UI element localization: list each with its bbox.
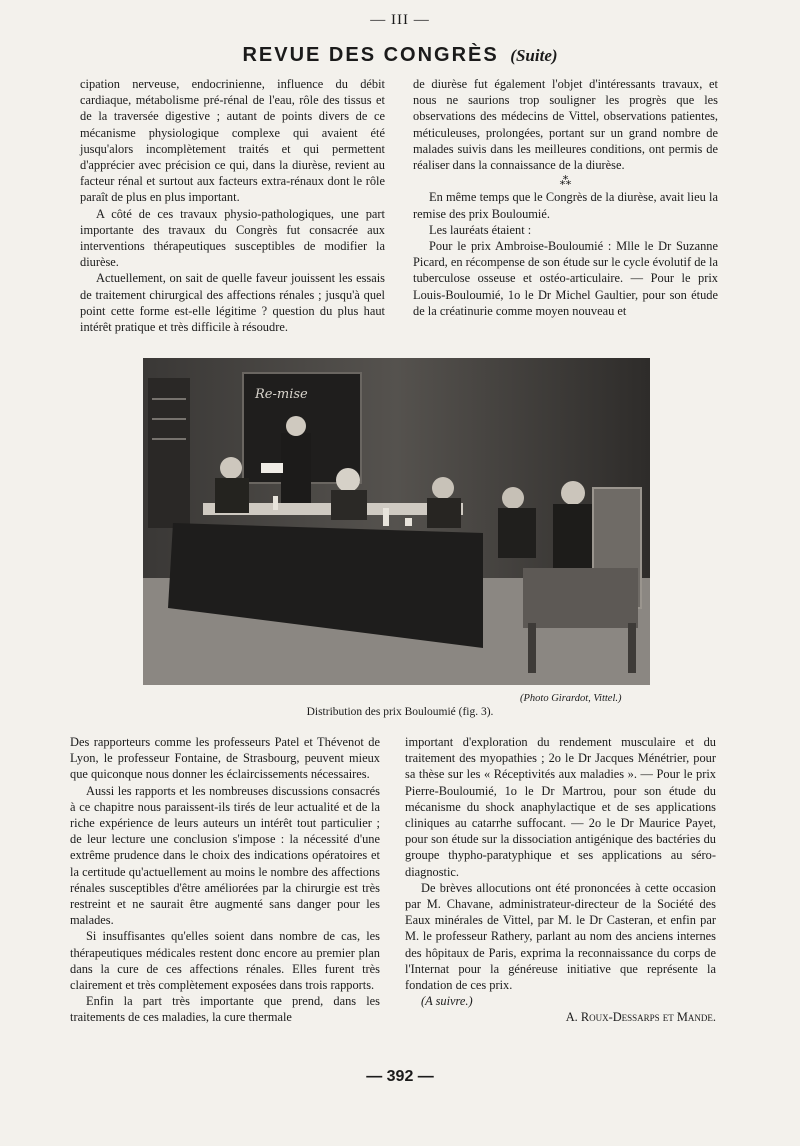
ceremony-photo-illustration	[143, 358, 650, 685]
paragraph: En même temps que le Congrès de la diurèse, avait lieu la remise des prix Bouloumié.	[413, 190, 718, 221]
paragraph: de diurèse fut également l'objet d'intéressants travaux, et nous ne saurions trop souligner les progrès que les observations des médecins de Vittel, observations patientes, méticuleuses, prolongées, portant sur un grand nombre de malades suivis dans les meilleures conditions, ont permis de réaliser dans la connaissance de la diurèse.	[413, 77, 718, 173]
paragraph: Actuellement, on sait de quelle faveur jouissent les essais de traitement chirurgical des affections rénales ; jusqu'à quel point cette forme est-elle légitime ? question du plus haut intérêt pratique et très difficile à résoudre.	[80, 271, 385, 335]
paragraph: Les lauréats étaient :	[429, 222, 532, 237]
photo-caption: Distribution des prix Bouloumié (fig. 3).	[306, 706, 494, 718]
page-title	[0, 44, 800, 67]
paragraph: De brèves allocutions ont été prononcées à cette occasion par M. Chavane, administrateur-directeur de la Société des Eaux minérales de Vittel, par M. le Dr Casteran, et enfin par M. le professeur Rathery, parlant au nom des anciens internes des hôpitaux de Paris, exprima la reconnaissance du corps de l'Internat pour la généreuse initiative que représente la fondation de ces prix.	[405, 880, 716, 993]
paragraph: important d'exploration du rendement musculaire et du traitement des myopathies ; 2o le Dr Jacques Ménétrier, pour sa thèse sur les « Réceptivités aux maladies ». — Pour le prix Pierre-Bouloumié, 1o le Dr Martrou, pour son étude du mécanisme du shock anaphylactique et de ses applications cliniques au catarrhe suffocant. — 2o le Dr Maurice Payet, pour son étude sur la dissociation antigénique des bactéries du groupe thypho-paratyphique et ses applications au séro-diagnostic.	[405, 735, 716, 879]
paragraph: Aussi les rapports et les nombreuses discussions consacrés à ce chapitre nous paraissent-ils tirés de leur actualité et de la riche expérience de leurs auteurs un intérêt tout particulier ; de leur lecture une conclusion s'impose : la nécessité d'une extrême prudence dans le choix des indications opératoires et la certitude qu'actuellement au moins le nombre des affections rénales susceptibles d'être améliorées par la chirurgie est très restreint et ne saurait être augmenté sans danger pour les malades.	[70, 783, 380, 928]
column-top-left	[80, 76, 385, 335]
title-text: REVUE DES CONGRÈS	[242, 44, 499, 66]
paragraph: cipation nerveuse, endocrinienne, influence du débit cardiaque, métabolisme pré-rénal de l'eau, rôle des tissus et de la traversée digestive ; autant de points divers de ce mécanisme physiologique complexe qui avaient été jusqu'alors incomplètement traités et qui permettent d'apprécier avec précision ce qui, dans la diurèse, revient au facteur rénal et surtout aux facteurs extra-rénaux dont le rôle paraît de plus en plus important.	[80, 77, 385, 205]
paragraph: Pour le prix Ambroise-Bouloumié : Mlle le Dr Suzanne Picard, en récompense de son étude sur le cycle évolutif de la tuberculose osseuse et ostéo-articulaire. — Pour le prix Louis-Bouloumié, 1o le Dr Michel Gaultier, pour son étude de la créatinurie comme moyen nouveau et	[413, 239, 718, 318]
ceremony-photo	[143, 358, 650, 685]
page-number: — 392 —	[366, 1068, 434, 1085]
column-top-right	[413, 76, 718, 319]
column-bottom-left	[70, 734, 380, 1026]
author-signature: A. Roux-Dessarps et Mande.	[565, 1010, 716, 1025]
blackboard-text: Re-mise	[255, 387, 308, 402]
paragraph: Si insuffisantes qu'elles soient dans nombre de cas, les thérapeutiques médicales restent donc encore au premier plan dans la cure de ces affections rénales. Elles furent très clairement et très complètement exposées dans trois rapports.	[70, 929, 380, 993]
photo-credit: (Photo Girardot, Vittel.)	[520, 693, 622, 704]
continued-note: (A suivre.)	[421, 994, 473, 1009]
paragraph: A côté de ces travaux physio-pathologiques, une part importante des travaux du Congrès fut consacrée aux interventions thérapeutiques susceptibles de modifier la diurèse.	[80, 206, 385, 270]
column-bottom-right	[405, 734, 716, 1026]
paragraph: Enfin la part très importante que prend, dans les traitements de ces maladies, la cure thermale	[70, 994, 380, 1025]
section-runner: — III —	[370, 12, 430, 28]
title-suite: (Suite)	[510, 46, 558, 65]
section-separator-asterism: ⁂	[559, 174, 572, 189]
paragraph: Des rapporteurs comme les professeurs Patel et Thévenot de Lyon, le professeur Fontaine, de Strasbourg, peuvent mieux que quiconque nous donner les éclaircissements nécessaires.	[70, 735, 380, 782]
